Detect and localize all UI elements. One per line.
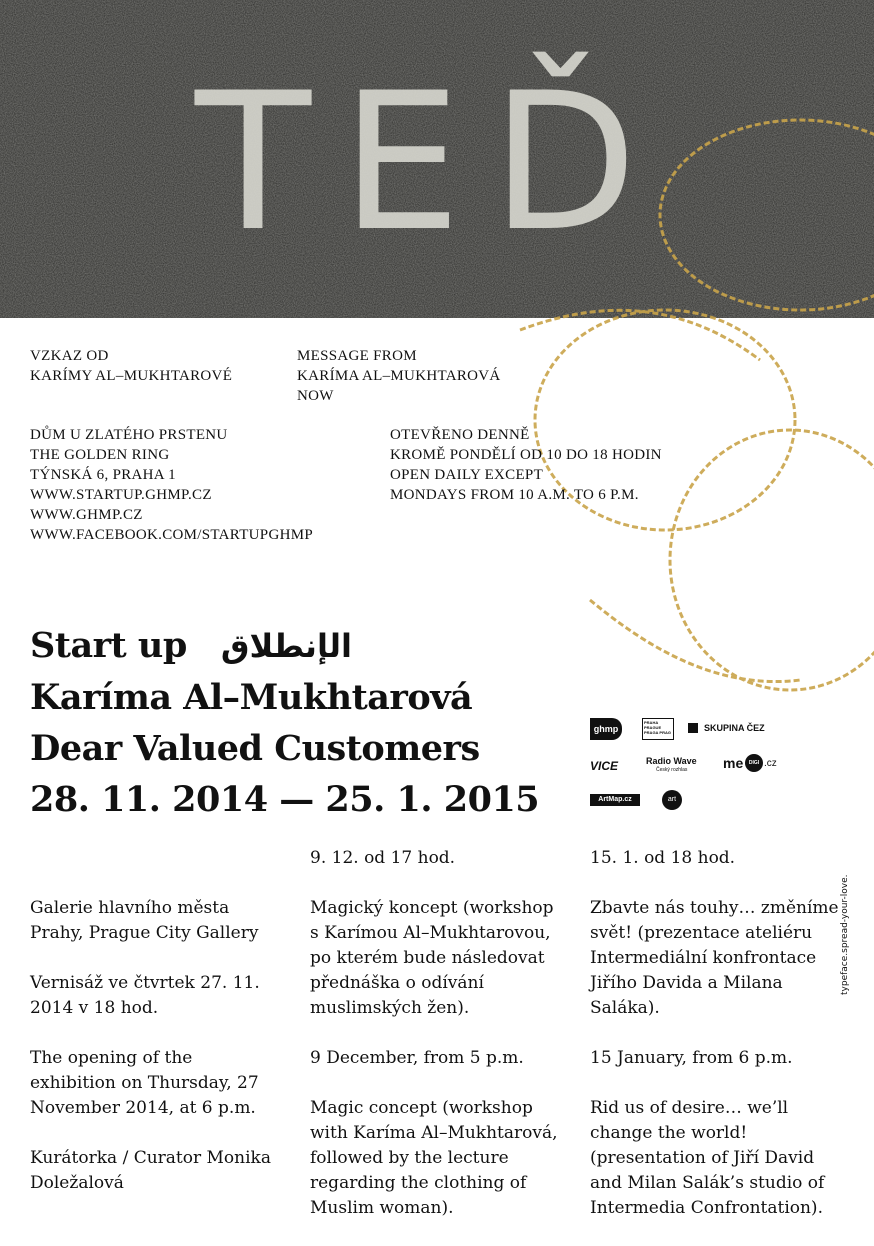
- chalkboard-photo: [0, 0, 874, 318]
- hours-line: KROMĚ PONDĚLÍ OD 10 DO 18 HODIN: [390, 447, 662, 463]
- event-description-cz: Magický koncept (workshop s Karímou Al–Mukhtarovou, po kterém bude následovat přednáška o odívání muslimských žen).: [310, 898, 554, 1018]
- radio-wave-logo: Radio Wave: [646, 756, 697, 766]
- chalk-text: TEĎ: [195, 52, 668, 273]
- title-arabic: الإنطلاق: [220, 627, 352, 665]
- gallery-name: Galerie hlavního města Prahy, Prague City Gallery: [30, 898, 259, 943]
- website-link-ghmp[interactable]: WWW.GHMP.CZ: [30, 507, 143, 523]
- typeface-credit: [840, 845, 852, 995]
- vernissage-en: The opening of the exhibition on Thursday, 27 November 2014, at 6 p.m.: [30, 1048, 259, 1118]
- opening-hours: [390, 425, 662, 505]
- address-block: [30, 425, 313, 545]
- title-artist: Karíma Al–Mukhtarová: [30, 677, 473, 718]
- cz-logo: .cz: [764, 758, 777, 769]
- cesky-rozhlas-logo: Český rozhlas: [656, 767, 688, 773]
- event-date-cz: 15. 1. od 18 hod.: [590, 848, 736, 868]
- message-en: [297, 346, 501, 406]
- column-event-december: [310, 846, 565, 1246]
- facebook-link[interactable]: WWW.FACEBOOK.COM/STARTUPGHMP: [30, 527, 313, 543]
- partner-logos: [590, 718, 790, 818]
- message-en-line: NOW: [297, 388, 334, 404]
- curator: Kurátorka / Curator Monika Doležalová: [30, 1148, 271, 1193]
- praha-logo: PRAHA PRAGUE PRAGA PRAG: [642, 718, 674, 740]
- address-line: DŮM U ZLATÉHO PRSTENU: [30, 427, 228, 443]
- event-date-cz: 9. 12. od 17 hod.: [310, 848, 456, 868]
- cez-logo: SKUPINA ČEZ: [704, 723, 765, 733]
- event-date-en: 15 January, from 6 p.m.: [590, 1048, 793, 1068]
- address-line: TÝNSKÁ 6, PRAHA 1: [30, 467, 176, 483]
- ghmp-logo: ghmp: [590, 718, 622, 740]
- address-line: THE GOLDEN RING: [30, 447, 170, 463]
- message-cz: [30, 346, 232, 386]
- vernissage-cz: Vernisáž ve čtvrtek 27. 11. 2014 v 18 hod.: [30, 973, 260, 1018]
- title-dates: 28. 11. 2014 — 25. 1. 2015: [30, 779, 540, 820]
- hours-line: OPEN DAILY EXCEPT: [390, 467, 544, 483]
- exhibition-title: [30, 620, 539, 825]
- message-en-line: KARÍMA AL–MUKHTAROVÁ: [297, 368, 501, 384]
- column-event-january: [590, 846, 840, 1246]
- event-description-cz: Zbavte nás touhy… změníme svět! (prezentace ateliéru Intermediální konfrontace Jiřího Davida a Milana Saláka).: [590, 898, 839, 1018]
- event-description-en: Magic concept (workshop with Karíma Al–Mukhtarová, followed by the lecture regarding the clothing of Muslim woman).: [310, 1098, 558, 1218]
- message-cz-line: VZKAZ OD: [30, 348, 109, 364]
- title-start-up: Start up: [30, 625, 187, 666]
- hours-line: MONDAYS FROM 10 A.M. TO 6 P.M.: [390, 487, 639, 503]
- column-gallery-info: [30, 896, 280, 1221]
- chalk-text-ted: [0, 0, 874, 318]
- message-cz-line: KARÍMY AL–MUKHTAROVÉ: [30, 368, 233, 384]
- website-link-startup[interactable]: WWW.STARTUP.GHMP.CZ: [30, 487, 212, 503]
- vice-logo: VICE: [590, 759, 619, 773]
- hours-line: OTEVŘENO DENNĚ: [390, 427, 530, 443]
- meet-digi-logo: me: [723, 755, 744, 771]
- art-logo: art: [662, 790, 682, 810]
- digi-logo: DIGI: [745, 754, 763, 772]
- artmap-logo: ArtMap.cz: [590, 794, 640, 806]
- typeface-credit-text: typeface.spread-your-love.: [840, 874, 850, 995]
- event-description-en: Rid us of desire… we’ll change the world! (presentation of Jiří David and Milan Salák’s studio of Intermedia Confrontation).: [590, 1098, 825, 1218]
- title-exhibition-name: Dear Valued Customers: [30, 728, 480, 769]
- cez-logo-mark: [688, 723, 698, 733]
- message-en-line: MESSAGE FROM: [297, 348, 417, 364]
- event-date-en: 9 December, from 5 p.m.: [310, 1048, 524, 1068]
